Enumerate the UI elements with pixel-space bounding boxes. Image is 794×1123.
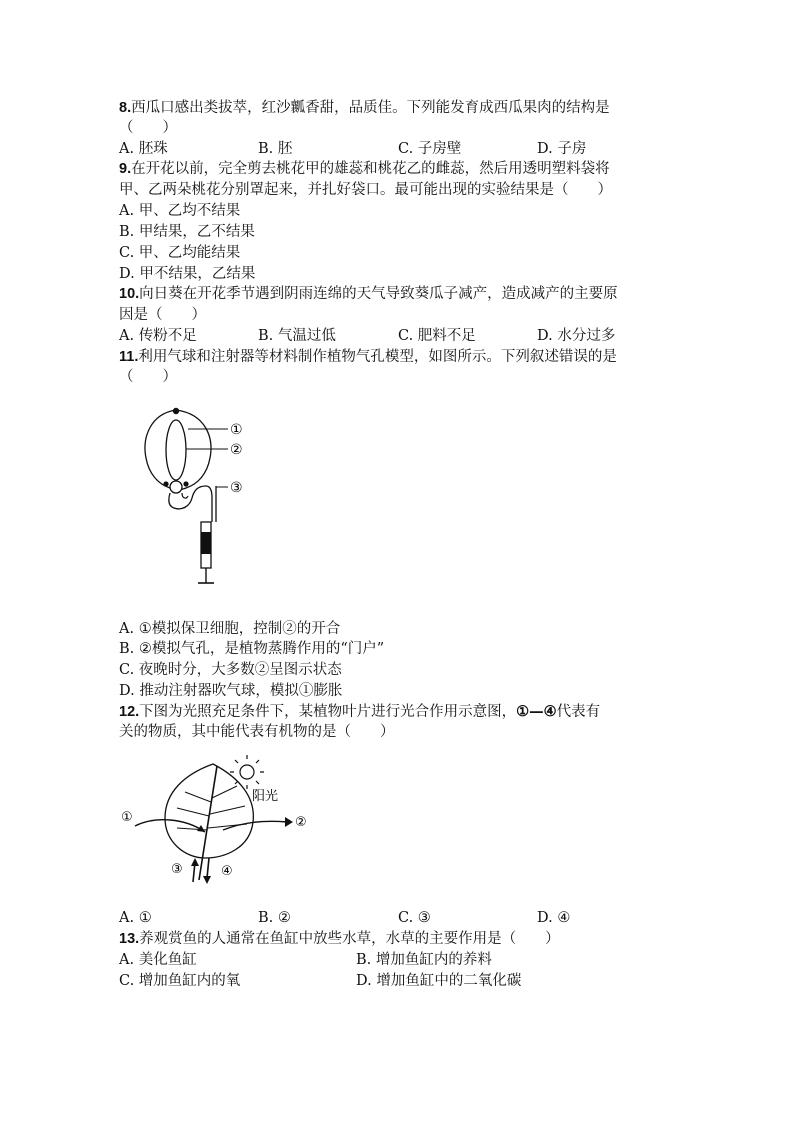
- tube-inner: [182, 493, 188, 498]
- connector-knot-right: [183, 481, 188, 486]
- arrow-2-head: [285, 817, 293, 827]
- q8-option-a: A. 胚珠: [119, 141, 168, 157]
- q8-option-d: D. 子房: [537, 141, 587, 157]
- photosynthesis-leaf-figure: [115, 752, 315, 892]
- balloon-outline: [145, 410, 211, 490]
- q10-option-b: B. 气温过低: [258, 328, 336, 344]
- label-3: ③: [171, 862, 183, 877]
- q12-option-a: A. ①: [119, 910, 152, 926]
- q11-paren: （ ）: [119, 369, 177, 385]
- q9-text-2: 甲、乙两朵桃花分别罩起来，并扎好袋口。最可能出现的实验结果是（ ）: [119, 182, 612, 198]
- arrow-3-head: [191, 858, 199, 866]
- q9-option-b: B. 甲结果，乙不结果: [119, 224, 255, 240]
- label-2: ②: [295, 815, 307, 830]
- connector-ring-icon: [170, 481, 182, 493]
- pore-outline: [166, 420, 186, 480]
- q9-number: 9.: [119, 161, 132, 177]
- q9-text-1: 在开花以前，完全剪去桃花甲的雄蕊和桃花乙的雌蕊，然后用透明塑料袋将: [131, 161, 610, 177]
- q9-option-c: C. 甲、乙均能结果: [119, 245, 241, 261]
- label-1: ①: [230, 422, 243, 438]
- q8-text: 西瓜口感出类拔萃，红沙瓤香甜，品质佳。下列能发育成西瓜果肉的结构是: [131, 100, 610, 116]
- q10-stem: [119, 284, 618, 304]
- q12-text-1c: 代表有: [556, 704, 601, 720]
- q13-option-c: C. 增加鱼缸内的氧: [119, 973, 241, 989]
- q10-number: 10.: [119, 286, 140, 302]
- top-knot-icon: [173, 408, 179, 414]
- sun-rays: [230, 755, 264, 789]
- label-3: ③: [230, 480, 243, 496]
- q11-option-b: B. ②模拟气孔，是植物蒸腾作用的“门户”: [119, 641, 385, 657]
- arrow-4-head: [203, 876, 211, 884]
- q11-text: 利用气球和注射器等材料制作植物气孔模型，如图所示。下列叙述错误的是: [138, 349, 617, 365]
- q13-number: 13.: [119, 931, 140, 947]
- q8-option-b: B. 胚: [258, 141, 293, 157]
- q9-stem: [119, 159, 610, 179]
- q12-text-1b: ①—④: [516, 703, 557, 720]
- q8-number: 8.: [119, 100, 132, 116]
- q12-text-2: 关的物质，其中能代表有机物的是（ ）: [119, 724, 395, 740]
- q13-option-b: B. 增加鱼缸内的养料: [356, 952, 492, 968]
- q9-option-d: D. 甲不结果，乙结果: [119, 266, 256, 282]
- arrow-4: [207, 858, 209, 878]
- q11-option-a: A. ①模拟保卫细胞，控制②的开合: [119, 621, 341, 637]
- connector-knot-left: [163, 481, 168, 486]
- q9-option-a: A. 甲、乙均不结果: [119, 203, 241, 219]
- label-2: ②: [230, 442, 243, 458]
- q13-stem: [119, 929, 560, 949]
- q8-paren: （ ）: [119, 120, 177, 136]
- q12-stem: [119, 702, 600, 722]
- label-4: ④: [221, 864, 233, 879]
- q11-number: 11.: [119, 349, 139, 365]
- q13-option-a: A. 美化鱼缸: [119, 952, 197, 968]
- q12-option-d: D. ④: [537, 910, 571, 926]
- sun-icon: [240, 765, 254, 779]
- q11-option-d: D. 推动注射器吹气球，模拟①膨胀: [119, 683, 343, 699]
- q13-text: 养观赏鱼的人通常在鱼缸中放些水草，水草的主要作用是（ ）: [139, 931, 560, 947]
- q13-option-d: D. 增加鱼缸中的二氧化碳: [356, 973, 522, 989]
- q10-option-c: C. 肥料不足: [398, 328, 476, 344]
- q12-text-1a: 下图为光照充足条件下，某植物叶片进行光合作用示意图，: [139, 704, 517, 720]
- q11-option-c: C. 夜晚时分，大多数②呈图示状态: [119, 662, 342, 678]
- label-1: ①: [121, 810, 133, 825]
- q8-option-c: C. 子房壁: [398, 141, 462, 157]
- q8-stem: [119, 98, 610, 118]
- q12-option-b: B. ②: [258, 910, 291, 926]
- sun-label: 阳光: [252, 789, 279, 804]
- q10-text-1: 向日葵在开花季节遇到阴雨连绵的天气导致葵瓜子减产，造成减产的主要原: [139, 286, 618, 302]
- arrow-1: [135, 820, 205, 832]
- syringe-plunger-fill: [201, 532, 211, 554]
- q12-option-c: C. ③: [398, 910, 431, 926]
- q12-number: 12.: [119, 704, 140, 720]
- q10-text-2: 因是（ ）: [119, 307, 206, 323]
- q10-option-d: D. 水分过多: [537, 328, 616, 344]
- stomata-model-figure: [130, 398, 280, 593]
- q10-option-a: A. 传粉不足: [119, 328, 197, 344]
- q11-stem: [119, 347, 617, 367]
